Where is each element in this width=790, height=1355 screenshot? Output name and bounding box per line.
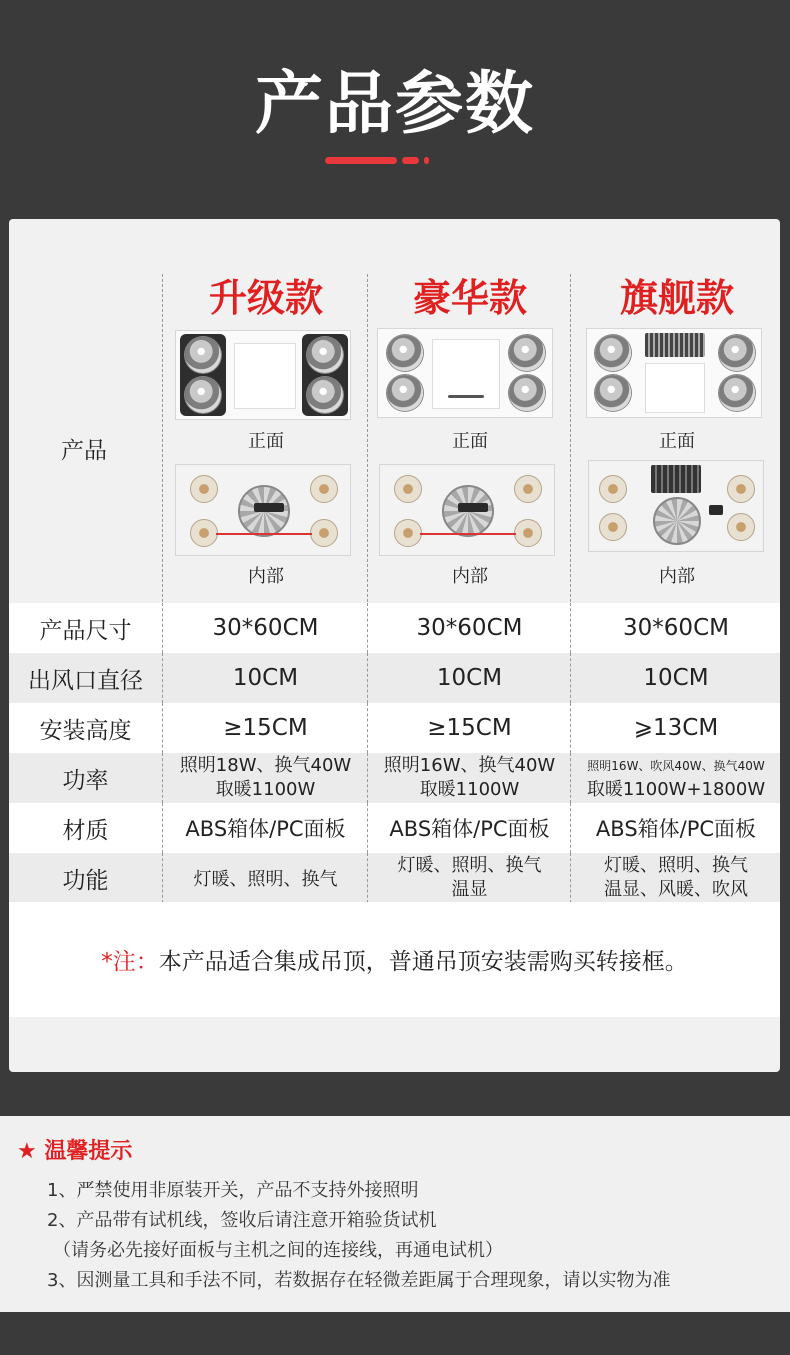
inner-photo-flagship bbox=[588, 460, 764, 552]
row-label: 产品尺寸 bbox=[39, 617, 132, 644]
row-label: 出风口直径 bbox=[28, 667, 143, 694]
cell-deluxe: ABS箱体/PC面板 bbox=[389, 817, 550, 841]
lamp-socket bbox=[394, 475, 422, 503]
row-label-product: 产品 bbox=[61, 438, 107, 464]
heat-lamp bbox=[387, 375, 423, 411]
heat-lamp bbox=[595, 375, 631, 411]
column-divider bbox=[162, 603, 163, 653]
lamp-socket bbox=[727, 513, 755, 541]
heat-lamp bbox=[719, 375, 755, 411]
title-underline-dot bbox=[424, 157, 429, 164]
light-panel bbox=[432, 339, 500, 409]
column-divider bbox=[570, 803, 571, 853]
lamp-socket bbox=[310, 519, 338, 547]
column-divider bbox=[570, 753, 571, 803]
header bbox=[0, 0, 790, 219]
table-row bbox=[9, 603, 780, 653]
table-row bbox=[9, 853, 780, 903]
lamp-socket bbox=[599, 513, 627, 541]
column-divider bbox=[162, 803, 163, 853]
page-title: 产品参数 bbox=[254, 65, 535, 144]
control-board bbox=[458, 503, 488, 512]
cell-deluxe: 10CM bbox=[436, 665, 503, 691]
cell-flagship: 灯暖、照明、换气 温显、风暖、吹风 bbox=[604, 855, 748, 900]
inner-photo-upgrade bbox=[175, 464, 351, 556]
note-mark: *注： bbox=[101, 949, 159, 975]
control-board bbox=[709, 505, 723, 515]
row-label: 功能 bbox=[62, 867, 109, 894]
cell-upgrade: 10CM bbox=[232, 665, 299, 691]
heat-lamp bbox=[509, 335, 545, 371]
heat-lamp bbox=[307, 377, 343, 413]
cell-flagship: ABS箱体/PC面板 bbox=[595, 817, 757, 841]
cell-flagship: 30*60CM bbox=[623, 615, 729, 641]
light-panel bbox=[234, 343, 296, 409]
front-photo-upgrade bbox=[175, 330, 351, 420]
column-divider bbox=[162, 853, 163, 903]
spec-card bbox=[9, 219, 780, 1072]
table-row bbox=[9, 703, 780, 753]
heat-lamp bbox=[595, 335, 631, 371]
fan bbox=[653, 497, 701, 545]
cell-flagship: 10CM bbox=[643, 665, 709, 691]
cell-upgrade: ≥15CM bbox=[223, 715, 308, 741]
tips-section bbox=[0, 1116, 790, 1312]
row-label: 材质 bbox=[62, 817, 109, 844]
cell-deluxe: 灯暖、照明、换气 温显 bbox=[397, 855, 542, 900]
table-row bbox=[9, 803, 780, 853]
column-divider bbox=[367, 603, 368, 653]
tip-line: 3、因测量工具和手法不同，若数据存在轻微差距属于合理现象，请以实物为准 bbox=[47, 1270, 671, 1291]
column-divider bbox=[367, 753, 368, 803]
cell-deluxe: 照明16W、换气40W 取暖1100W bbox=[383, 755, 556, 800]
column-divider bbox=[367, 803, 368, 853]
cell-flagship: 照明16W、吹风40W、换气40W 取暖1100W+1800W bbox=[586, 759, 766, 800]
front-photo-flagship bbox=[586, 328, 762, 418]
column-divider bbox=[367, 653, 368, 703]
cell-deluxe: ≥15CM bbox=[427, 715, 512, 741]
column-divider bbox=[162, 653, 163, 703]
light-panel bbox=[645, 363, 705, 413]
model-title-upgrade: 升级款 bbox=[208, 276, 323, 320]
front-caption: 正面 bbox=[248, 431, 284, 452]
column-divider bbox=[570, 603, 571, 653]
row-label: 功率 bbox=[62, 767, 109, 794]
row-label: 安装高度 bbox=[39, 717, 132, 744]
table-row bbox=[9, 753, 780, 803]
note-text: 本产品适合集成吊顶，普通吊顶安装需购买转接框。 bbox=[158, 949, 688, 975]
column-divider bbox=[367, 853, 368, 903]
cell-deluxe: 30*60CM bbox=[416, 615, 523, 641]
tip-line: （请务必先接好面板与主机之间的连接线，再通电试机） bbox=[53, 1240, 503, 1261]
vent-grille bbox=[645, 333, 705, 357]
cell-upgrade: 30*60CM bbox=[212, 615, 319, 641]
lamp-socket bbox=[514, 475, 542, 503]
heat-lamp bbox=[185, 377, 221, 413]
model-title-flagship: 旗舰款 bbox=[619, 276, 734, 320]
model-title-deluxe: 豪华款 bbox=[412, 276, 527, 320]
column-divider bbox=[162, 703, 163, 753]
inner-caption: 内部 bbox=[248, 566, 284, 587]
front-photo-deluxe bbox=[377, 328, 553, 418]
title-underline bbox=[325, 157, 397, 164]
control-board bbox=[254, 503, 284, 512]
front-caption: 正面 bbox=[452, 431, 488, 452]
inner-caption: 内部 bbox=[452, 566, 488, 587]
cell-upgrade: ABS箱体/PC面板 bbox=[185, 817, 346, 841]
ptc-heater bbox=[651, 465, 701, 493]
tip-line: 1、严禁使用非原装开关，产品不支持外接照明 bbox=[47, 1180, 419, 1201]
lamp-socket bbox=[190, 519, 218, 547]
table-row bbox=[9, 653, 780, 703]
title-underline-dot bbox=[402, 157, 419, 164]
lamp-socket bbox=[190, 475, 218, 503]
cell-flagship: ⩾13CM bbox=[633, 715, 719, 741]
lamp-socket bbox=[310, 475, 338, 503]
heat-lamp bbox=[185, 337, 221, 373]
wire bbox=[216, 533, 312, 535]
column-divider bbox=[367, 703, 368, 753]
install-note bbox=[9, 902, 780, 1017]
cell-upgrade: 灯暖、照明、换气 bbox=[193, 869, 338, 890]
heat-lamp bbox=[719, 335, 755, 371]
tips-title: ★ 温馨提示 bbox=[17, 1139, 133, 1164]
display-strip bbox=[448, 395, 484, 398]
lamp-socket bbox=[394, 519, 422, 547]
cell-upgrade: 照明18W、换气40W 取暖1100W bbox=[179, 755, 352, 800]
heat-lamp bbox=[509, 375, 545, 411]
column-divider bbox=[570, 703, 571, 753]
column-divider bbox=[570, 853, 571, 903]
wire bbox=[420, 533, 516, 535]
lamp-socket bbox=[599, 475, 627, 503]
heat-lamp bbox=[307, 337, 343, 373]
tip-line: 2、产品带有试机线，签收后请注意开箱验货试机 bbox=[47, 1210, 437, 1231]
inner-photo-deluxe bbox=[379, 464, 555, 556]
column-divider bbox=[162, 753, 163, 803]
lamp-socket bbox=[514, 519, 542, 547]
column-divider bbox=[570, 653, 571, 703]
front-caption: 正面 bbox=[659, 431, 695, 452]
heat-lamp bbox=[387, 335, 423, 371]
lamp-socket bbox=[727, 475, 755, 503]
inner-caption: 内部 bbox=[659, 566, 695, 587]
